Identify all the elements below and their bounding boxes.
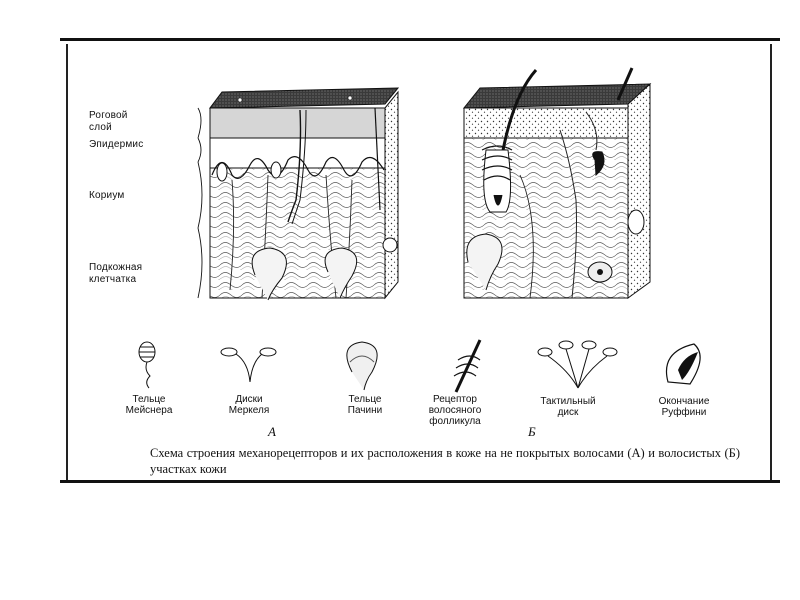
caption-line: Тактильный (540, 396, 596, 407)
panel-letter-a: А (268, 424, 276, 439)
caption-line: Мейснера (125, 405, 173, 416)
meissner-corpuscle-icon (139, 342, 155, 388)
figure-caption: Схема строения механорецепторов и их расположения в коже на не покрытых волосами (А) и волосистых (Б) участках кожи (150, 446, 740, 476)
receptor-caption-meissner (112, 394, 186, 416)
label-corium: Кориум (89, 190, 125, 201)
label-subcutis (89, 262, 142, 286)
panel-b-skin-block (464, 68, 650, 298)
caption-line: Тельце (132, 394, 166, 405)
caption-line: Пачини (347, 405, 383, 416)
receptor-caption-merkel (212, 394, 286, 416)
label-horny-layer-line2: слой (89, 122, 112, 133)
panel-letter-b: Б (528, 424, 536, 439)
label-horny-layer-line1: Роговой (89, 110, 128, 121)
caption-line: Диски (235, 394, 263, 405)
caption-line: диск (557, 407, 579, 418)
label-epidermis: Эпидермис (89, 139, 144, 150)
receptor-caption-ruffini (644, 396, 724, 418)
layer-brackets (198, 108, 202, 298)
merkel-discs-icon (221, 348, 276, 382)
caption-line: Окончание (658, 396, 710, 407)
tactile-disc-icon (538, 341, 617, 388)
caption-line: фолликула (429, 416, 481, 427)
receptor-caption-pacini (328, 394, 402, 416)
panel-a-skin-block (210, 88, 398, 300)
receptor-caption-tactile-disc (528, 396, 608, 418)
ruffini-ending-icon (666, 344, 700, 384)
caption-line: Рецептор (433, 394, 477, 405)
label-subcutis-line2: клетчатка (89, 274, 137, 285)
pacinian-corpuscle-icon (347, 342, 377, 390)
caption-line: Тельце (348, 394, 382, 405)
receptor-caption-hair-follicle (418, 394, 492, 427)
caption-line: Меркеля (228, 405, 270, 416)
caption-line: Руффини (661, 407, 707, 418)
caption-line: волосяного (428, 405, 482, 416)
label-horny-layer (89, 110, 128, 134)
label-subcutis-line1: Подкожная (89, 262, 143, 273)
hair-follicle-receptor-icon (454, 340, 480, 392)
